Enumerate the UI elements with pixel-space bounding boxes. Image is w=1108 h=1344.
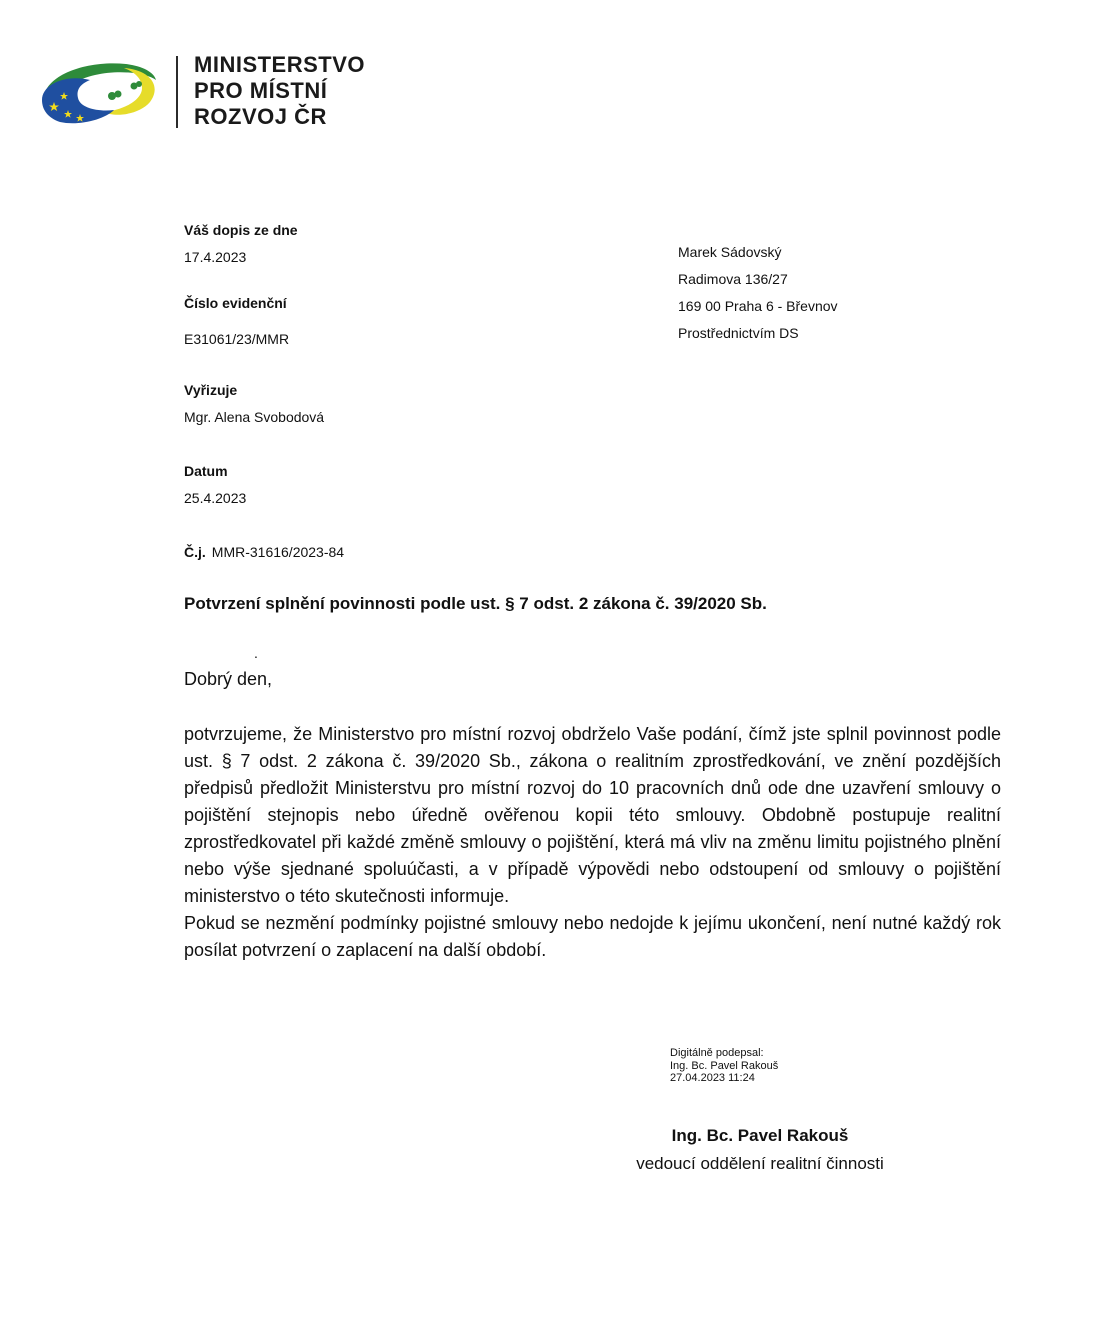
signer-role: vedoucí oddělení realitní činnosti — [636, 1154, 884, 1173]
stray-dot: . — [254, 645, 258, 661]
recipient-address — [678, 239, 838, 347]
handler-label: Vyřizuje — [184, 382, 238, 398]
body-paragraph-2: Pokud se nezmění podmínky pojistné smlouvy nebo nedojde k jejímu ukončení, není nutné každý rok posílat potvrzení o zaplacení na další období. — [184, 913, 1001, 960]
recipient-delivery: Prostřednictvím DS — [678, 325, 799, 341]
date-value: 25.4.2023 — [184, 490, 247, 506]
date-label: Datum — [184, 463, 228, 479]
letter-date-label: Váš dopis ze dne — [184, 222, 298, 238]
digital-signature-line1: Digitálně podepsal: — [670, 1047, 764, 1059]
greeting: Dobrý den, — [184, 669, 273, 689]
reference-number-value: MMR-31616/2023-84 — [211, 544, 345, 560]
handler-value: Mgr. Alena Svobodová — [184, 409, 325, 425]
ministry-name-line2: PRO MÍSTNÍ — [194, 78, 328, 103]
reference-number-label: Č.j. — [184, 544, 206, 560]
evidence-number-value: E31061/23/MMR — [184, 331, 290, 347]
letter-subject: Potvrzení splnění povinnosti podle ust. § 7 odst. 2 zákona č. 39/2020 Sb. — [184, 594, 767, 613]
recipient-street: Radimova 136/27 — [678, 271, 788, 287]
ministry-name-line1: MINISTERSTVO — [194, 52, 366, 77]
letter-body — [184, 721, 1001, 964]
evidence-number-label: Číslo evidenční — [184, 295, 287, 311]
reference-number — [184, 544, 344, 562]
digital-signature — [670, 1047, 778, 1085]
signer-name: Ing. Bc. Pavel Rakouš — [671, 1126, 849, 1145]
digital-signature-line3: 27.04.2023 11:24 — [670, 1072, 755, 1084]
ministry-logo — [38, 56, 160, 128]
letter-date-value: 17.4.2023 — [184, 249, 247, 265]
ministry-name — [194, 52, 365, 130]
ministry-name-line3: ROZVOJ ČR — [194, 104, 327, 129]
recipient-name: Marek Sádovský — [678, 244, 782, 260]
body-paragraph-1: potvrzujeme, že Ministerstvo pro místní rozvoj obdrželo Vaše podání, čímž jste splnil povinnost podle ust. § 7 odst. 2 zákona č. 39/2020 Sb., zákona o realitním zprostředkování, ve znění pozdějších předpisů předložit Ministerstvu pro místní rozvoj do 10 pracovních dnů ode dne uzavření smlouvy o pojištění stejnopis nebo úředně ověřenou kopii této smlouvy. Obdobně postupuje realitní zprostředkovatel při každé změně smlouvy o pojištění, která má vliv na změnu limitu pojistného plnění nebo výše sjednané spoluúčasti, a v případě výpovědi nebo odstoupení od smlouvy o pojištění ministerstvo o této skutečnosti informuje. — [184, 724, 1001, 906]
logo-divider — [176, 56, 178, 128]
recipient-city: 169 00 Praha 6 - Břevnov — [678, 298, 838, 314]
digital-signature-line2: Ing. Bc. Pavel Rakouš — [670, 1059, 779, 1072]
